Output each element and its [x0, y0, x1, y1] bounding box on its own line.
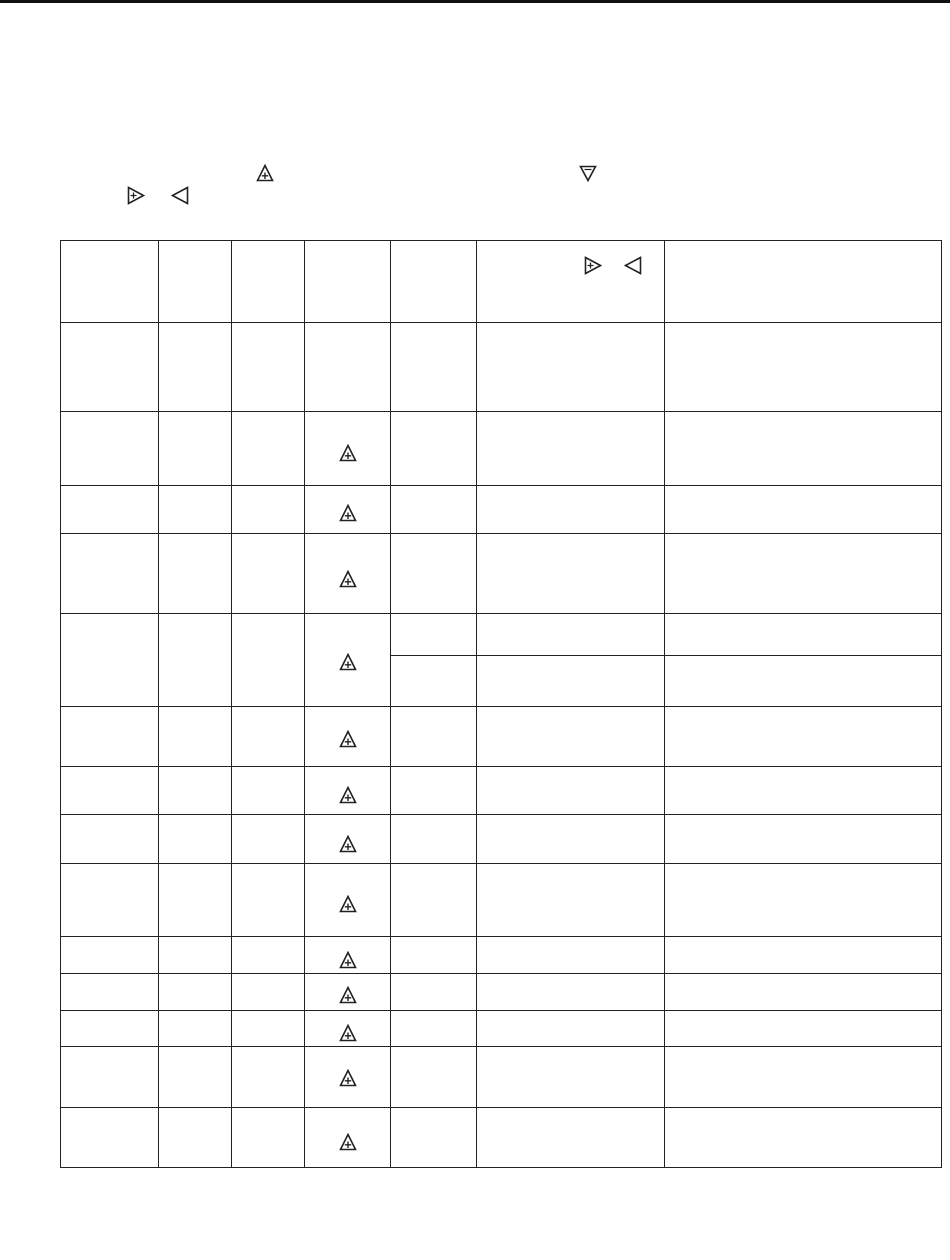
triangle-up-plus-icon [339, 786, 357, 804]
row-divider [61, 322, 941, 323]
column-divider [390, 241, 391, 1167]
triangle-up-plus-icon [339, 1069, 357, 1087]
triangle-up-plus-icon [339, 1133, 357, 1151]
row-divider [61, 485, 941, 486]
triangle-up-plus-icon [339, 835, 357, 853]
triangle-up-plus-icon [339, 1024, 357, 1042]
triangle-right-plus-icon [584, 256, 602, 275]
row-divider [61, 706, 941, 707]
column-divider [476, 241, 477, 1167]
row-divider [61, 863, 941, 864]
row-divider [61, 1010, 941, 1011]
triangle-left-icon [171, 186, 189, 205]
triangle-up-plus-icon [339, 986, 357, 1004]
row-divider [61, 1046, 941, 1047]
triangle-up-plus-icon [339, 653, 357, 671]
row-divider [61, 613, 941, 614]
triangle-up-plus-icon [339, 504, 357, 522]
row-divider [61, 936, 941, 937]
column-divider [158, 241, 159, 1167]
triangle-right-plus-icon [127, 186, 145, 205]
row-divider [61, 766, 941, 767]
column-divider [664, 241, 665, 1167]
triangle-up-plus-icon [339, 444, 357, 462]
data-table [60, 240, 942, 1168]
triangle-down-icon [579, 165, 597, 182]
triangle-left-icon [624, 256, 642, 275]
row-divider [61, 411, 941, 412]
row-divider [61, 973, 941, 974]
triangle-up-plus-icon [256, 164, 274, 182]
row-divider [61, 814, 941, 815]
row-divider-partial [390, 655, 941, 656]
triangle-up-plus-icon [339, 570, 357, 588]
row-divider [61, 533, 941, 534]
triangle-up-plus-icon [339, 730, 357, 748]
row-divider [61, 1107, 941, 1108]
triangle-up-plus-icon [339, 951, 357, 969]
column-divider [304, 241, 305, 1167]
top-rule [0, 0, 950, 3]
triangle-up-plus-icon [339, 895, 357, 913]
column-divider [231, 241, 232, 1167]
